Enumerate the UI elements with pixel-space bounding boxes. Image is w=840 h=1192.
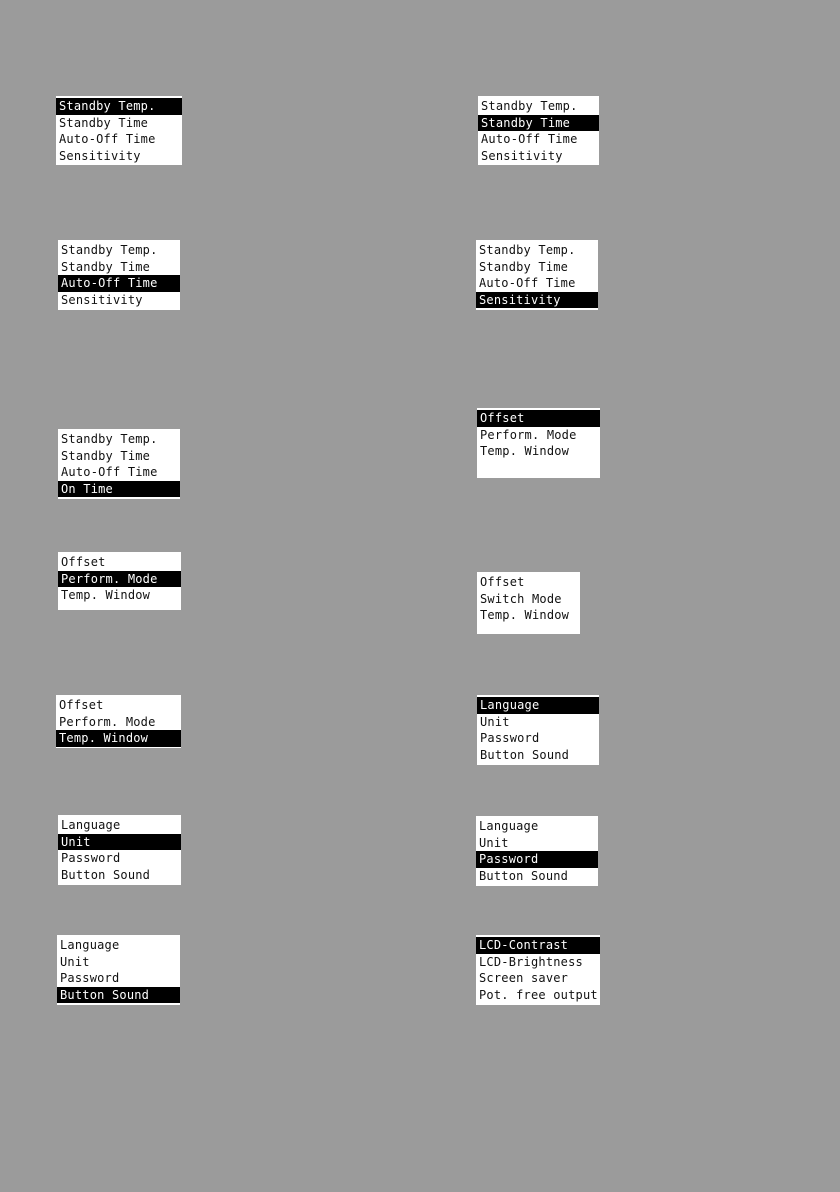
lcd-menu-screen-2 (478, 96, 599, 165)
menu-item-auto-off-time[interactable]: Auto-Off Time (58, 275, 180, 292)
menu-item-password[interactable]: Password (480, 731, 540, 746)
menu-item-auto-off-time[interactable]: Auto-Off Time (479, 276, 576, 291)
menu-item-standby-temp[interactable]: Standby Temp. (479, 243, 576, 257)
menu-item-button-sound[interactable]: Button Sound (57, 987, 180, 1004)
menu-item-standby-temp[interactable]: Standby Temp. (61, 243, 158, 257)
menu-item-temp-window[interactable]: Temp. Window (56, 730, 181, 747)
menu-item-button-sound[interactable]: Button Sound (479, 868, 569, 883)
menu-item-auto-off-time[interactable]: Auto-Off Time (481, 132, 578, 147)
menu-item-language[interactable]: Language (61, 818, 121, 832)
menu-item-button-sound[interactable]: Button Sound (480, 747, 570, 762)
menu-item-temp-window[interactable]: Temp. Window (61, 588, 151, 603)
menu-item-sensitivity[interactable]: Sensitivity (61, 292, 143, 307)
menu-item-auto-off-time[interactable]: Auto-Off Time (61, 465, 158, 480)
lcd-menu-screen-8 (477, 572, 580, 634)
menu-item-standby-time[interactable]: Standby Time (59, 115, 149, 130)
menu-item-standby-temp[interactable]: Standby Temp. (61, 432, 158, 446)
menu-item-perform-mode[interactable]: Perform. Mode (59, 714, 156, 729)
lcd-menu-screen-14 (476, 935, 600, 1005)
lcd-menu-screen-13 (57, 935, 180, 1005)
menu-item-button-sound[interactable]: Button Sound (61, 867, 151, 882)
menu-item-password[interactable]: Password (61, 851, 121, 866)
menu-item-standby-time[interactable]: Standby Time (61, 259, 151, 274)
menu-item-standby-temp[interactable]: Standby Temp. (481, 99, 578, 113)
menu-item-language[interactable]: Language (477, 697, 599, 714)
menu-item-perform-mode[interactable]: Perform. Mode (480, 427, 577, 442)
menu-item-screen-saver[interactable]: Screen saver (479, 971, 569, 986)
menu-item-switch-mode[interactable]: Switch Mode (480, 591, 562, 606)
menu-item-offset[interactable]: Offset (61, 555, 106, 569)
menu-item-offset[interactable]: Offset (480, 575, 525, 589)
menu-item-perform-mode[interactable]: Perform. Mode (58, 571, 181, 588)
menu-item-offset[interactable]: Offset (59, 698, 104, 712)
menu-item-temp-window[interactable]: Temp. Window (480, 444, 570, 459)
lcd-menu-screen-10 (477, 695, 599, 765)
menu-item-sensitivity[interactable]: Sensitivity (59, 148, 141, 163)
menu-item-unit[interactable]: Unit (60, 954, 90, 969)
lcd-menu-screen-1 (56, 96, 182, 165)
menu-item-lcd-brightness[interactable]: LCD-Brightness (479, 954, 583, 969)
menu-item-pot-free-output[interactable]: Pot. free output (479, 987, 598, 1002)
menu-item-unit[interactable]: Unit (479, 835, 509, 850)
lcd-menu-screen-5 (58, 429, 180, 499)
menu-item-password[interactable]: Password (60, 971, 120, 986)
menu-item-temp-window[interactable]: Temp. Window (480, 608, 570, 623)
menu-item-sensitivity[interactable]: Sensitivity (481, 148, 563, 163)
menu-item-sensitivity[interactable]: Sensitivity (476, 292, 598, 309)
lcd-menu-screen-12 (476, 816, 598, 886)
lcd-menu-screen-9 (56, 695, 181, 748)
lcd-menu-screen-7 (58, 552, 181, 610)
menu-item-standby-time[interactable]: Standby Time (61, 448, 151, 463)
menu-item-standby-temp[interactable]: Standby Temp. (56, 98, 182, 115)
menu-item-language[interactable]: Language (479, 819, 539, 833)
menu-item-unit[interactable]: Unit (480, 714, 510, 729)
lcd-menu-screen-4 (476, 240, 598, 310)
lcd-menu-screen-3 (58, 240, 180, 310)
menu-item-standby-time[interactable]: Standby Time (479, 259, 569, 274)
menu-item-language[interactable]: Language (60, 938, 120, 952)
menu-item-offset[interactable]: Offset (477, 410, 600, 427)
menu-item-on-time[interactable]: On Time (58, 481, 180, 498)
menu-item-unit[interactable]: Unit (58, 834, 181, 851)
lcd-menu-screen-6 (477, 408, 600, 478)
menu-item-standby-time[interactable]: Standby Time (478, 115, 599, 132)
menu-item-lcd-contrast[interactable]: LCD-Contrast (476, 937, 600, 954)
menu-item-password[interactable]: Password (476, 851, 598, 868)
lcd-menu-screen-11 (58, 815, 181, 885)
menu-item-auto-off-time[interactable]: Auto-Off Time (59, 132, 156, 147)
